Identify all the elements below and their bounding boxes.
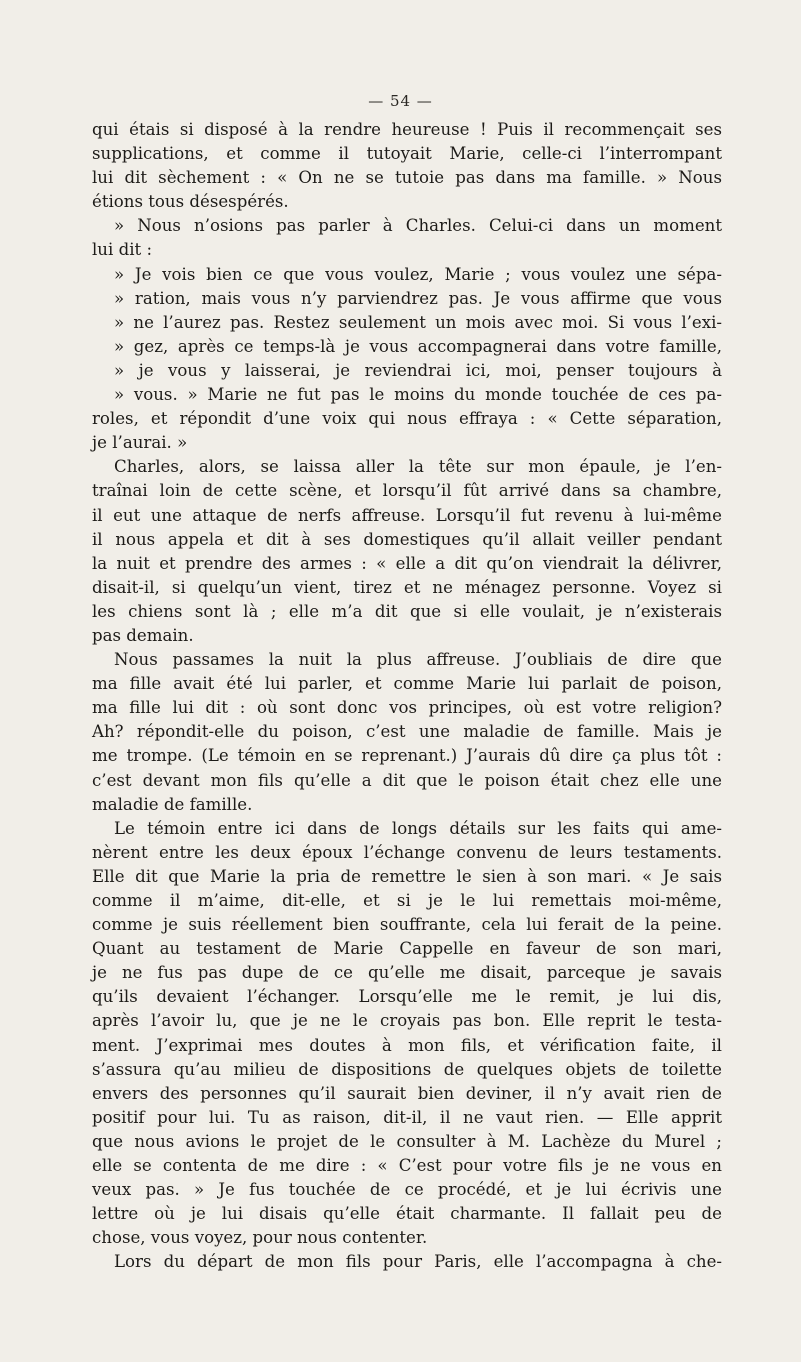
text-line: il eut une attaque de nerfs affreuse. Lorsqu’il fut revenu à lui-même [92, 505, 722, 525]
text-line: disait-il, si quelqu’un vient, tirez et ne ménagez personne. Voyez si [92, 577, 722, 597]
text-line: ment. J’exprimai mes doutes à mon fils, et vérification faite, il [92, 1035, 722, 1055]
text-line: Le témoin entre ici dans de longs détails sur les faits qui ame- [114, 818, 722, 838]
text-line: » gez, après ce temps-là je vous accompagnerai dans votre famille, [114, 336, 722, 356]
text-line: je ne fus pas dupe de ce qu’elle me disait, parceque je savais [92, 963, 722, 983]
text-line: comme je suis réellement bien souffrante, cela lui ferait de la peine. [92, 915, 722, 935]
body-text [92, 118, 722, 1275]
text-line: nèrent entre les deux époux l’échange convenu de leurs testaments. [92, 842, 722, 862]
text-line: ma fille lui dit : où sont donc vos principes, où est votre religion? [92, 698, 722, 718]
text-line: pas demain. [92, 625, 194, 645]
text-line: ma fille avait été lui parler, et comme Marie lui parlait de poison, [92, 674, 722, 694]
text-line: » Nous n’osions pas parler à Charles. Celui-ci dans un moment [114, 216, 722, 236]
text-line: Nous passames la nuit la plus affreuse. J’oubliais de dire que [114, 650, 722, 670]
text-line: supplications, et comme il tutoyait Marie, celle-ci l’interrompant [92, 144, 722, 164]
text-line: lettre où je lui disais qu’elle était charmante. Il fallait peu de [92, 1204, 722, 1224]
text-line: lui dit sèchement : « On ne se tutoie pas dans ma famille. » Nous [92, 168, 722, 188]
text-line: la nuit et prendre des armes : « elle a dit qu’on viendrait la délivrer, [92, 553, 722, 573]
text-line: les chiens sont là ; elle m’a dit que si elle voulait, je n’existerais [92, 601, 722, 621]
text-line: envers des personnes qu’il saurait bien deviner, il n’y avait rien de [92, 1083, 722, 1103]
text-line: que nous avions le projet de le consulter à M. Lachèze du Murel ; [92, 1131, 722, 1151]
text-line: Lors du départ de mon fils pour Paris, elle l’accompagna à che- [114, 1252, 722, 1272]
text-line: étions tous désespérés. [92, 192, 289, 212]
text-line: c’est devant mon fils qu’elle a dit que le poison était chez elle une [92, 770, 722, 790]
text-line: qu’ils devaient l’échanger. Lorsqu’elle me le remit, je lui dis, [92, 987, 722, 1007]
text-line: traînai loin de cette scène, et lorsqu’il fût arrivé dans sa chambre, [92, 481, 722, 501]
text-line: chose, vous voyez, pour nous contenter. [92, 1228, 428, 1248]
text-line: qui étais si disposé à la rendre heureuse ! Puis il recommençait ses [92, 120, 722, 139]
text-line: Elle dit que Marie la pria de remettre le sien à son mari. « Je sais [92, 866, 722, 886]
text-line: s’assura qu’au milieu de dispositions de quelques objets de toilette [92, 1059, 722, 1079]
text-line: maladie de famille. [92, 794, 253, 814]
text-line: me trompe. (Le témoin en se reprenant.) J’aurais dû dire ça plus tôt : [92, 746, 722, 766]
text-line: elle se contenta de me dire : « C’est pour votre fils je ne vous en [92, 1156, 722, 1176]
text-line: après l’avoir lu, que je ne le croyais pas bon. Elle reprit le testa- [92, 1011, 722, 1031]
page-number: — 54 — [368, 92, 433, 110]
text-line: il nous appela et dit à ses domestiques qu’il allait veiller pendant [92, 529, 722, 549]
text-line: roles, et répondit d’une voix qui nous effraya : « Cette séparation, [92, 409, 722, 429]
text-line: » Je vois bien ce que vous voulez, Marie ; vous voulez une sépa- [114, 264, 722, 284]
text-line: Ah? répondit-elle du poison, c’est une maladie de famille. Mais je [92, 722, 722, 742]
text-line: positif pour lui. Tu as raison, dit-il, il ne vaut rien. — Elle apprit [92, 1107, 722, 1127]
text-line: lui dit : [92, 240, 153, 260]
text-line: » vous. » Marie ne fut pas le moins du monde touchée de ces pa- [114, 385, 722, 405]
text-line: veux pas. » Je fus touchée de ce procédé, et je lui écrivis une [92, 1180, 722, 1200]
text-line: Quant au testament de Marie Cappelle en faveur de son mari, [92, 939, 722, 959]
text-line: je l’aurai. » [92, 433, 188, 453]
text-line: » ration, mais vous n’y parviendrez pas. Je vous affirme que vous [114, 288, 722, 308]
text-line: » je vous y laisserai, je reviendrai ici, moi, penser toujours à [114, 360, 722, 380]
text-line: Charles, alors, se laissa aller la tête sur mon épaule, je l’en- [114, 457, 722, 477]
text-line: comme il m’aime, dit-elle, et si je le lui remettais moi-même, [92, 891, 722, 910]
text-line: » ne l’aurez pas. Restez seulement un mois avec moi. Si vous l’exi- [114, 312, 722, 332]
